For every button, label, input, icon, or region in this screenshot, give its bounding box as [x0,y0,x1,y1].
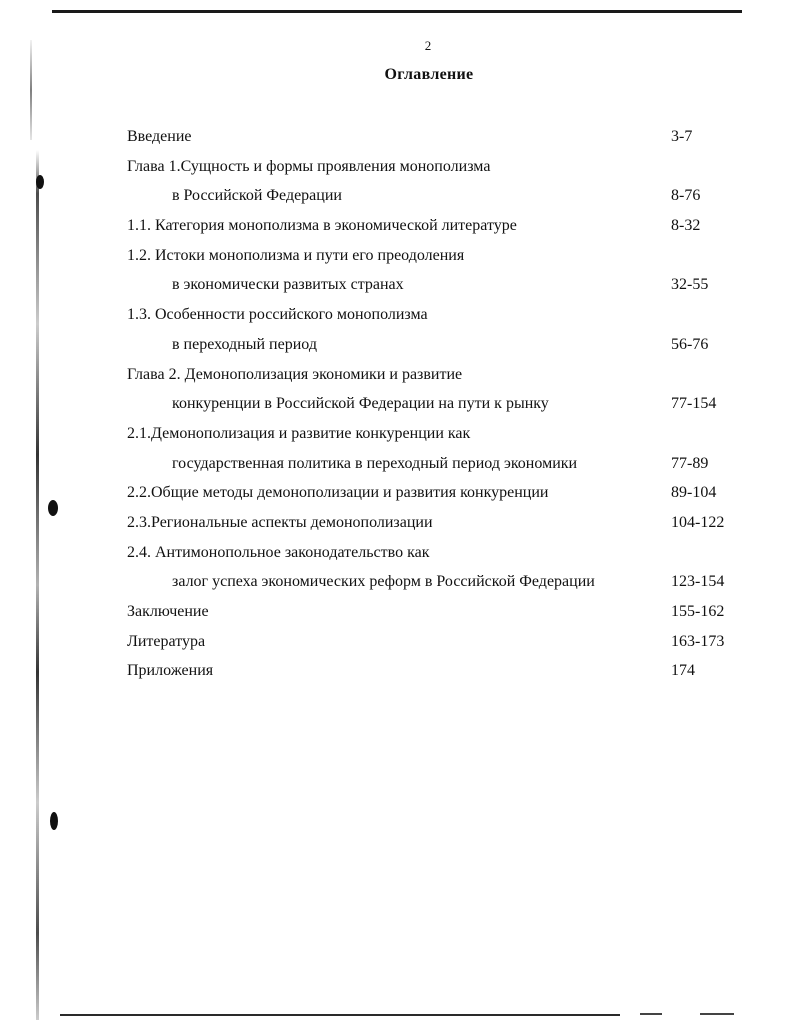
toc-entry [127,330,747,360]
toc-entry [127,241,747,271]
toc-entry-pages: 77-89 [671,454,709,472]
toc-entry-title: 1.3. Особенности российского монополизма [127,306,428,324]
toc-entry-title: Приложения [127,662,214,680]
page-title: Оглавление [384,66,474,83]
toc-entry [127,508,747,538]
toc-entry-title: Литература [127,632,206,650]
toc-entry [127,538,747,568]
toc-entry [127,300,747,330]
scan-blot [48,500,58,516]
scan-bottom-rule [60,1014,620,1016]
toc-entry-title: Заключение [127,603,209,620]
toc-entry [127,152,747,182]
toc-entry-pages: 89-104 [671,484,717,502]
toc-entry-title: 2.1.Демонополизация и развитие конкуренции как [127,424,471,442]
toc-entry-pages: 3-7 [671,128,693,145]
toc-entry [127,419,747,449]
toc-entry-title: 1.2. Истоки монополизма и пути его преодоления [127,246,465,264]
scan-blot [36,175,44,189]
toc-entry-title: Введение [127,128,192,145]
toc-entry-title: 2.3.Региональные аспекты демонополизации [127,513,433,531]
scan-blot [50,812,58,830]
scan-top-rule [52,10,742,13]
page-number: 2 [424,38,432,53]
toc-entry-title: Глава 2. Демонополизация экономики и развитие [127,365,463,383]
toc-entry [127,478,747,508]
toc-entry-pages: 163-173 [671,632,725,650]
toc-entry-title: в Российской Федерации [172,187,342,205]
toc-entry [127,656,747,686]
toc-entry [127,211,747,241]
toc-entry-title: государственная политика в переходный период экономики [172,454,578,472]
toc-entry-title: 1.1. Категория монополизма в экономической литературе [127,217,517,235]
scan-left-edge [36,150,39,1020]
scan-bottom-dash [700,1013,734,1015]
toc-entry-pages: 8-32 [671,217,701,235]
toc-entry [127,567,747,597]
toc-entry [127,389,747,419]
toc-entry-title: в экономически развитых странах [172,276,404,294]
toc-entry-title: 2.4. Антимонопольное законодательство как [127,543,430,561]
toc-entry-title: Глава 1.Сущность и формы проявления монополизма [127,157,491,175]
toc-entry [127,627,747,657]
toc-entry [127,360,747,390]
table-of-contents [127,122,747,686]
toc-entry-title: в переходный период [172,335,317,353]
scan-bottom-dash [640,1013,662,1015]
toc-entry-title: залог успеха экономических реформ в Российской Федерации [172,573,595,591]
toc-entry-pages: 104-122 [671,513,725,531]
toc-entry [127,597,747,627]
toc-entry-pages: 32-55 [671,276,709,294]
scan-left-edge-top [30,40,32,140]
toc-entry [127,122,747,152]
toc-entry-pages: 123-154 [671,573,725,591]
toc-entry [127,181,747,211]
toc-entry-pages: 77-154 [671,395,717,413]
toc-entry-title: конкуренции в Российской Федерации на пути к рынку [172,395,549,413]
toc-entry [127,449,747,479]
toc-entry-pages: 56-76 [671,335,709,353]
toc-entry-pages: 8-76 [671,187,701,205]
toc-entry-title: 2.2.Общие методы демонополизации и развития конкуренции [127,484,549,502]
toc-entry-pages: 174 [671,662,695,680]
toc-entry-pages: 155-162 [671,603,725,620]
toc-entry [127,270,747,300]
